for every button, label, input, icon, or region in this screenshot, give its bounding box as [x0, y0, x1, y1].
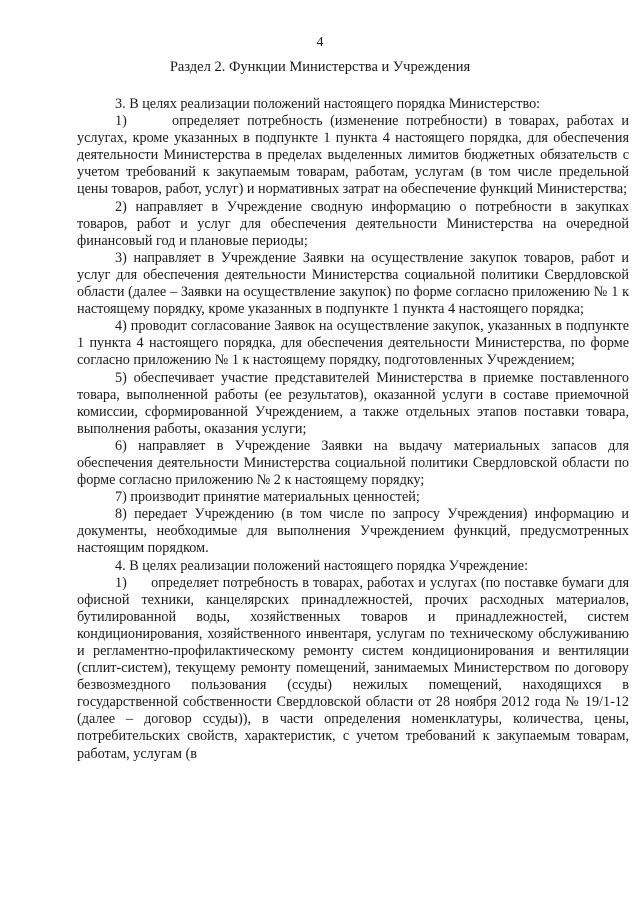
paragraph-3-7: 7) производит принятие материальных ценностей;: [115, 489, 420, 506]
paragraph-3-8: 8) передает Учреждению (в том числе по запросу Учреждения) информацию и документы, необходимые для выполнения Учреждением функций, предусмотренных настоящим порядком.: [77, 506, 629, 557]
paragraph-3-5: 5) обеспечивает участие представителей Министерства в приемке поставленного товара, выполненной работы (ее результатов), оказанной услуги в составе приемочной комиссии, сформированной Учреждением, а также отдельных этапов поставки товара, выполнения работы, оказания услуги;: [77, 369, 629, 437]
paragraph-3-6: 6) направляет в Учреждение Заявки на выдачу материальных запасов для обеспечения деятельности Министерства социальной политики Свердловской области по форме согласно приложению № 2 к настоящему порядку;: [77, 437, 629, 489]
paragraph-item-4: 4. В целях реализации положений настоящего порядка Учреждение:: [115, 557, 529, 574]
document-body: [77, 96, 633, 763]
paragraph-3-2: 2) направляет в Учреждение сводную информацию о потребности в закупках товаров, работ и услуг для обеспечения деятельности Министерства на очередной финансовый год и плановые периоды;: [77, 198, 629, 249]
paragraph-4-1: 1) определяет потребность в товарах, работах и услугах (по поставке бумаги для офисной техники, канцелярских принадлежностей, прочих расходных материалов, бутилированной воды, хозяйственных товаров и принадлежностей, систем кондиционирования, хозяйственного инвентаря, услугам по техническому обслуживанию и регламентно-профилактическому ремонту систем кондиционирования и вентиляции (сплит-систем), текущему ремонту помещений, занимаемых Министерством по договору безвозмездного пользования (ссуды) нежилых помещений, находящихся в государственной собственности Свердловской области от 28 ноября 2012 года № 19/1-12 (далее – договор ссуды)), в части определения номенклатуры, количества, цены, потребительских свойств, характеристик, с учетом требований к закупаемым товарам, работам, услугам (в: [77, 574, 633, 762]
paragraph-3-3: 3) направляет в Учреждение Заявки на осуществление закупок товаров, работ и услуг для обеспечения деятельности Министерства социальной политики Свердловской области (далее – Заявки на осуществление закупок) по форме согласно приложению № 1 к настоящему порядку, кроме указанных в подпункте 1 пункта 4 настоящего порядка;: [77, 249, 629, 318]
section-title: Раздел 2. Функции Министерства и Учреждения: [169, 59, 471, 75]
paragraph-3-4: 4) проводит согласование Заявок на осуществление закупок, указанных в подпункте 1 пункта 4 настоящего порядка, для обеспечения деятельности Министерства, по форме согласно приложению № 1 к настоящему порядку, подготовленных Учреждением;: [77, 318, 629, 369]
paragraph-item-3: 3. В целях реализации положений настоящего порядка Министерство:: [115, 96, 541, 112]
paragraph-3-1: 1) определяет потребность (изменение потребности) в товарах, работах и услугах, кроме указанных в подпункте 1 пункта 4 настоящего порядка, для обеспечения деятельности Министерства в пределах выделенных лимитов бюджетных обязательств с учетом требований к закупаемым товарам, работам, услугам (в том числе предельной цены товаров, работ, услуг) и нормативных затрат на обеспечение функций Министерства;: [77, 113, 633, 198]
page-number: 4: [316, 35, 324, 50]
